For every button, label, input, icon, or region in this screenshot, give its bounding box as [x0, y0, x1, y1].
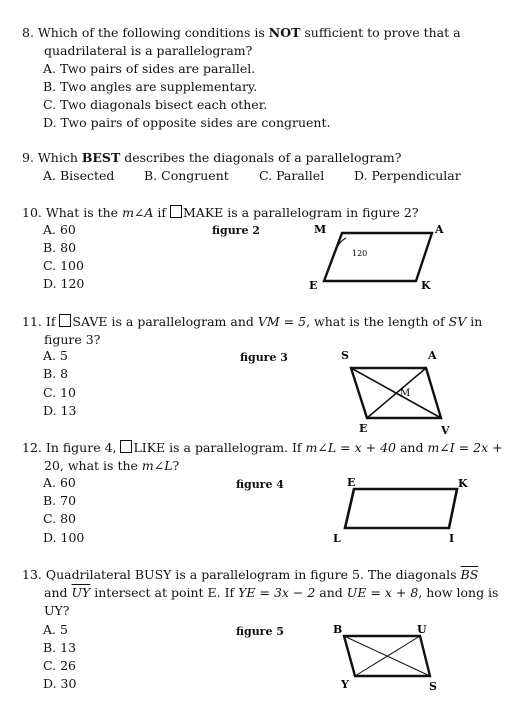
option-b[interactable]: B. 8	[43, 366, 69, 381]
option-a[interactable]: A. 5	[43, 622, 68, 637]
vertex-y: Y	[341, 678, 349, 691]
math-text: UE = x + 8	[346, 585, 419, 600]
vertex-e: E	[347, 476, 356, 489]
question-number: 11.	[22, 314, 42, 329]
figure-label: figure 3	[240, 351, 288, 364]
option-a[interactable]: A. Two pairs of sides are parallel.	[43, 61, 256, 76]
stem-text: sufficient to prove that a	[300, 25, 461, 40]
figure-label: figure 2	[212, 224, 260, 237]
emphasis-text: BEST	[81, 150, 121, 165]
stem-text: Which	[37, 150, 82, 165]
math-text: YE = 3x − 2	[238, 585, 316, 600]
math-text: VM = 5	[257, 314, 307, 329]
stem-text: in	[466, 314, 483, 329]
vertex-s: S	[341, 349, 349, 362]
option-d[interactable]: D. Two pairs of opposite sides are congruent.	[43, 115, 331, 130]
stem-text: Which of the following conditions is	[37, 25, 269, 40]
option-a[interactable]: A. 60	[43, 222, 76, 237]
question-number: 13.	[22, 567, 42, 582]
vertex-u: U	[417, 623, 427, 636]
option-b[interactable]: B. 13	[43, 640, 77, 655]
stem-text: quadrilateral is a parallelogram?	[44, 43, 253, 58]
vertex-m: M	[400, 388, 411, 399]
option-b[interactable]: B. 70	[43, 493, 77, 508]
stem-text: , what is the	[59, 458, 142, 473]
question-number: 9.	[22, 150, 34, 165]
question-number: 10.	[22, 205, 42, 220]
stem-text: SAVE is a parallelogram and	[72, 314, 258, 329]
vertex-a: A	[435, 223, 444, 236]
figure-label: figure 4	[236, 478, 284, 491]
stem-text: if	[153, 205, 170, 220]
vertex-k: K	[458, 477, 468, 490]
math-text: m∠A	[122, 205, 154, 220]
vertex-e: E	[309, 279, 318, 292]
vertex-s: S	[429, 680, 437, 693]
option-d[interactable]: D. 30	[43, 676, 77, 691]
option-c[interactable]: C. 26	[43, 658, 76, 673]
math-text: SV	[448, 314, 467, 329]
stem-text: UY?	[44, 603, 70, 618]
option-d[interactable]: D. 120	[43, 276, 85, 291]
option-b[interactable]: B. 80	[43, 240, 77, 255]
angle-label: 120	[352, 249, 368, 258]
option-c[interactable]: C. Parallel	[259, 168, 325, 183]
stem-text: Quadrilateral BUSY is a parallelogram in figure 5. The diagonals	[45, 567, 461, 582]
stem-text: ?	[172, 458, 180, 473]
vertex-b: B	[333, 623, 343, 636]
stem-text: In figure 4,	[45, 440, 121, 455]
option-c[interactable]: C. 100	[43, 258, 84, 273]
stem-text: What is the	[45, 205, 123, 220]
stem-text: LIKE is a parallelogram. If	[133, 440, 306, 455]
stem-text: , what is the length of	[306, 314, 449, 329]
question-number: 12.	[22, 440, 42, 455]
math-text: m∠I = 2x +	[427, 440, 503, 455]
diagonal-uy	[355, 636, 420, 676]
option-a[interactable]: A. 60	[43, 475, 76, 490]
stem-text: , how long is	[418, 585, 499, 600]
stem-text: MAKE is a parallelogram in figure 2?	[183, 205, 419, 220]
segment-uy: $\overline{UY}$	[71, 585, 91, 600]
option-c[interactable]: C. 80	[43, 511, 76, 526]
stem-text: and	[395, 440, 428, 455]
option-d[interactable]: D. Perpendicular	[354, 168, 461, 183]
option-b[interactable]: B. Congruent	[144, 168, 229, 183]
math-text: m∠L	[141, 458, 173, 473]
emphasis-text: NOT	[268, 25, 301, 40]
stem-text: If	[45, 314, 60, 329]
option-d[interactable]: D. 100	[43, 530, 85, 545]
option-b[interactable]: B. Two angles are supplementary.	[43, 79, 258, 94]
option-a[interactable]: A. Bisected	[43, 168, 115, 183]
question-number: 8.	[22, 25, 34, 40]
vertex-k: K	[421, 279, 431, 292]
vertex-l: L	[333, 532, 341, 545]
stem-text: figure 3?	[44, 332, 101, 347]
stem-text: and	[44, 585, 72, 600]
vertex-i: I	[449, 532, 455, 545]
option-d[interactable]: D. 13	[43, 403, 77, 418]
option-c[interactable]: C. 10	[43, 385, 76, 400]
stem-text: describes the diagonals of a parallelogram?	[120, 150, 402, 165]
option-a[interactable]: A. 5	[43, 348, 68, 363]
math-text: m∠L = x + 40	[305, 440, 396, 455]
vertex-v: V	[441, 424, 450, 437]
vertex-m: M	[314, 223, 327, 236]
vertex-a: A	[428, 349, 437, 362]
option-c[interactable]: C. Two diagonals bisect each other.	[43, 97, 268, 112]
vertex-e: E	[359, 422, 368, 435]
math-text: 20	[44, 458, 60, 473]
stem-text: intersect at point E. If	[90, 585, 239, 600]
figure-label: figure 5	[236, 625, 284, 638]
stem-text: and	[315, 585, 347, 600]
segment-bs: $\overline{BS}$	[460, 567, 479, 582]
